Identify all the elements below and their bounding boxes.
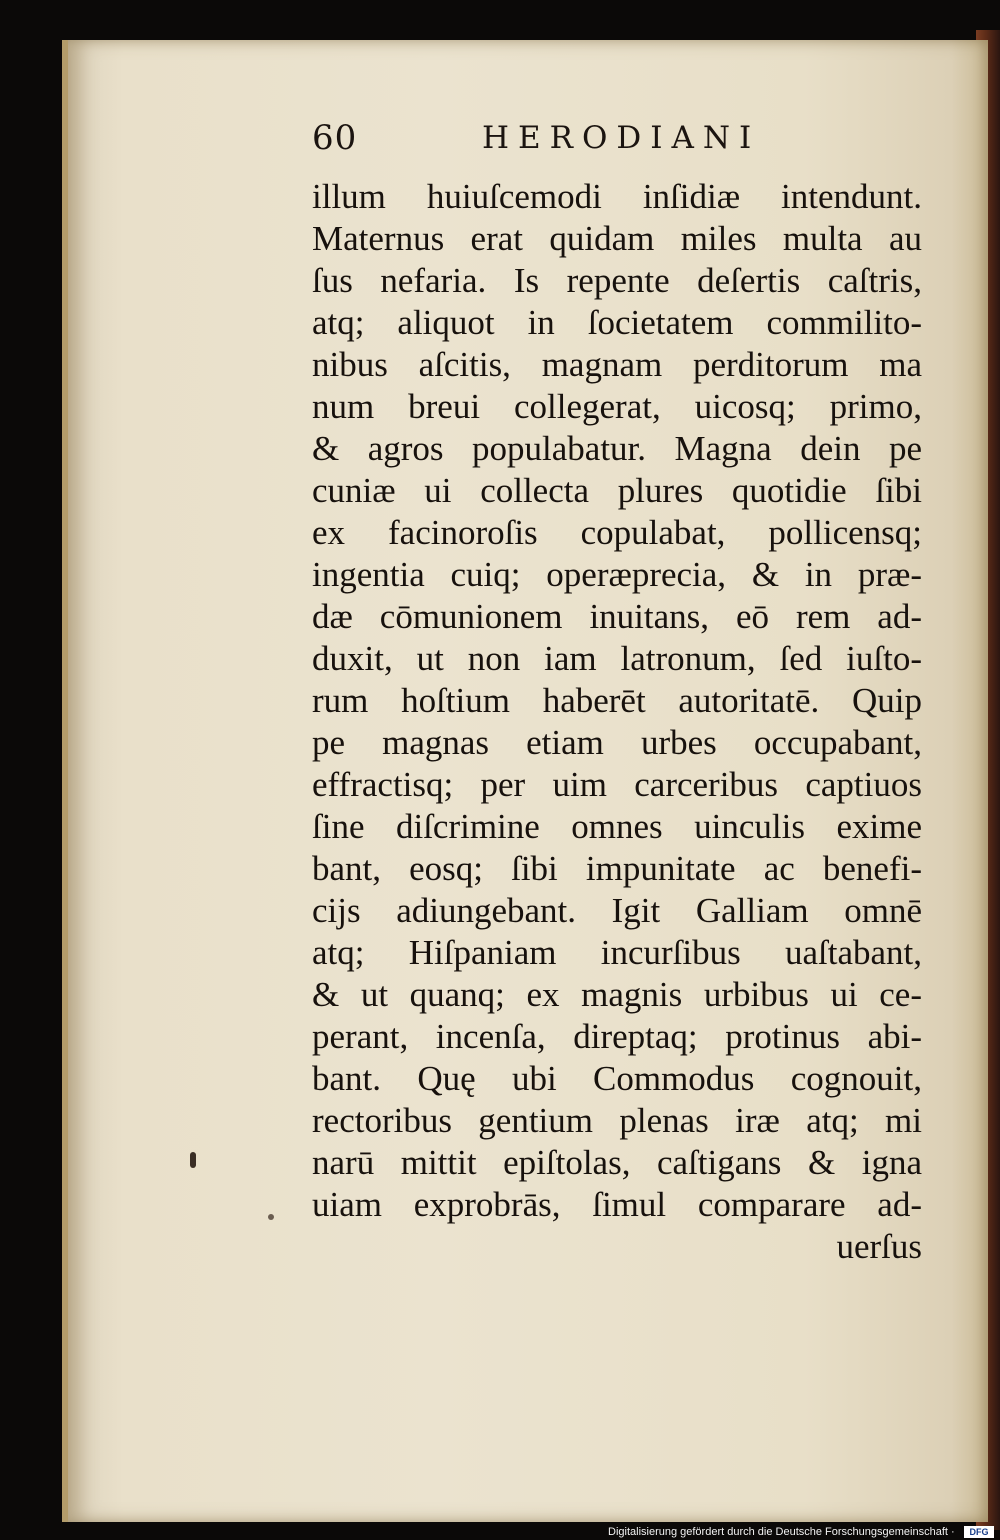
text-line: bant. Quę ubi Commodus cognouit, — [312, 1059, 922, 1098]
dfg-logo: DFG — [964, 1526, 994, 1538]
running-head: HERODIANI — [482, 120, 761, 156]
body-text — [312, 176, 922, 1268]
text-line: uiam exprobrās, ſimul comparare ad- — [312, 1185, 922, 1224]
text-line: ingentia cuiq; operæprecia, & in præ- — [312, 555, 922, 594]
page-number: 60 — [312, 118, 358, 158]
text-line: duxit, ut non iam latronum, ſed iuſto- — [312, 639, 922, 678]
text-line: ex facinoroſis copulabat, pollicensq; — [312, 513, 922, 552]
text-line: atq; Hiſpaniam incurſibus uaſtabant, — [312, 933, 922, 972]
text-line: rectoribus gentium plenas iræ atq; mi — [312, 1101, 922, 1140]
digitization-credit: Digitalisierung gefördert durch die Deutsche Forschungsgemeinschaft · — [608, 1526, 955, 1538]
text-line: perant, incenſa, direptaq; protinus abi- — [312, 1017, 922, 1056]
text-line: nibus aſcitis, magnam perditorum ma — [312, 345, 922, 384]
page-header — [312, 118, 912, 168]
catchword: uerſus — [836, 1227, 922, 1266]
text-line: bant, eosq; ſibi impunitate ac benefi- — [312, 849, 922, 888]
margin-ink-mark — [190, 1152, 196, 1168]
text-line: effractisq; per uim carceribus captiuos — [312, 765, 922, 804]
margin-ink-dot — [268, 1214, 274, 1220]
text-line: narū mittit epiſtolas, caſtigans & igna — [312, 1143, 922, 1182]
text-line: pe magnas etiam urbes occupabant, — [312, 723, 922, 762]
text-line: Maternus erat quidam miles multa au — [312, 219, 922, 258]
text-line: cijs adiungebant. Igit Galliam omnē — [312, 891, 922, 930]
text-line: rum hoſtium haberēt autoritatē. Quip — [312, 681, 922, 720]
text-line: cuniæ ui collecta plures quotidie ſibi — [312, 471, 922, 510]
text-line: & agros populabatur. Magna dein pe — [312, 429, 922, 468]
text-line: num breui collegerat, uicosq; primo, — [312, 387, 922, 426]
text-line: atq; aliquot in ſocietatem commilito- — [312, 303, 922, 342]
text-line: ſine diſcrimine omnes uinculis exime — [312, 807, 922, 846]
text-line: ſus nefaria. Is repente deſertis caſtris, — [312, 261, 922, 300]
text-line: & ut quanq; ex magnis urbibus ui ce- — [312, 975, 922, 1014]
text-line: illum huiuſcemodi inſidiæ intendunt. — [312, 177, 922, 216]
text-line: dæ cōmunionem inuitans, eō rem ad- — [312, 597, 922, 636]
